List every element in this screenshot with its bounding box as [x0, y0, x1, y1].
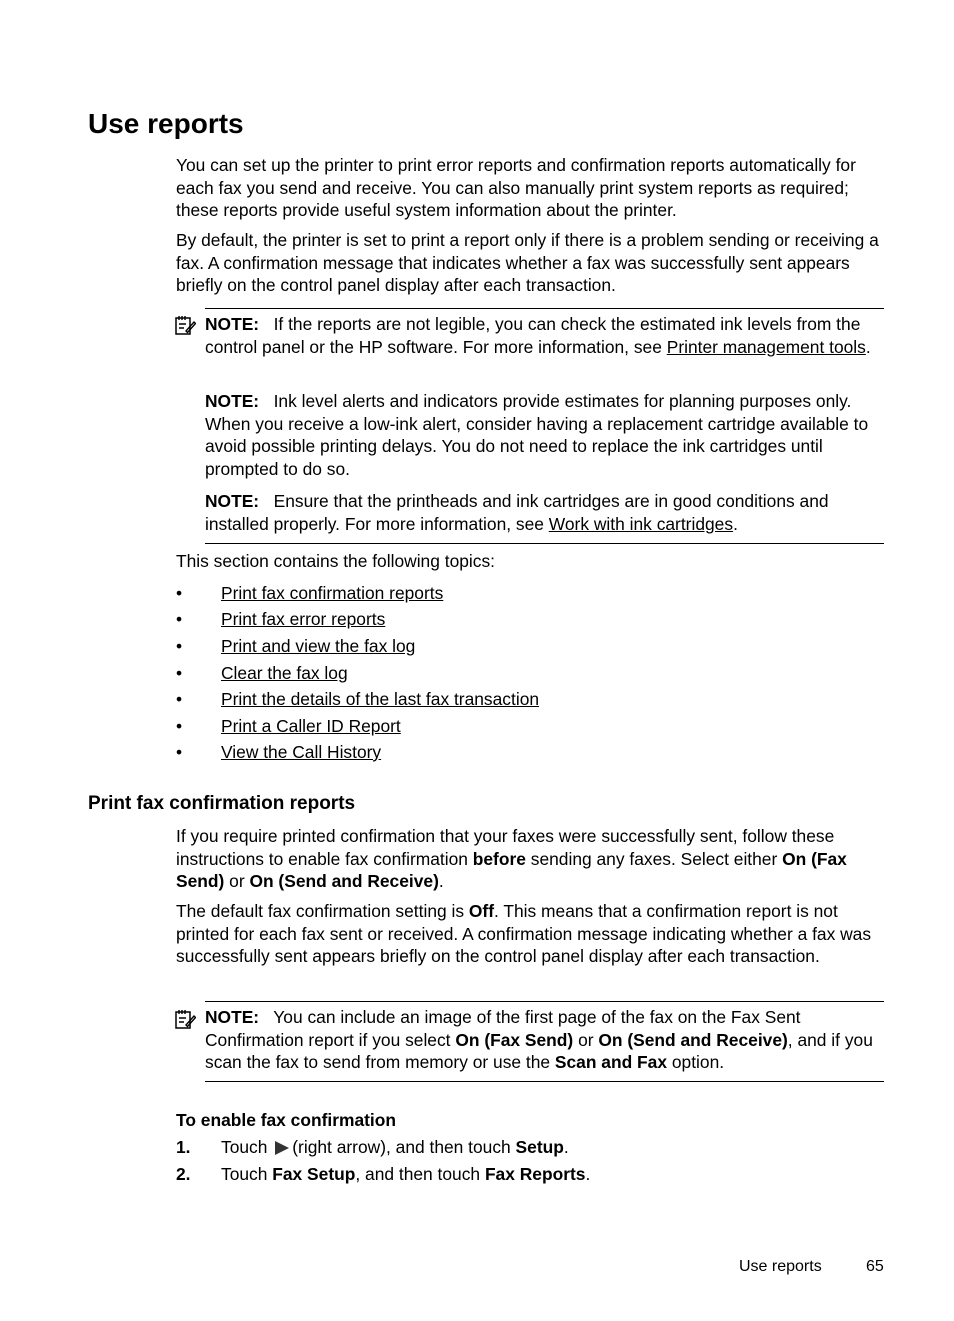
text-segment: Ink level alerts and indicators provide estimates for planning purposes only. When you receive a low-ink alert, consider having a replacement cartridge available to avoid possible printing delays. You do not need to replace the ink cartridges until prompted to do so. — [205, 391, 873, 479]
cross-reference-link[interactable]: Printer management tools — [666, 336, 866, 357]
step-text: Fax Reports — [484, 1164, 586, 1184]
text-segment: Ensure that the printheads and ink cartridges are in good conditions and installed properly. For more information, see — [205, 491, 834, 534]
intro-paragraph — [176, 229, 888, 297]
topic-link[interactable]: View the Call History — [221, 742, 382, 762]
bullet: • — [176, 663, 183, 683]
section-paragraph — [176, 900, 888, 968]
text-segment: or — [573, 1029, 599, 1050]
text-segment: . — [438, 871, 444, 891]
step-text: , and then touch — [355, 1164, 485, 1184]
text-segment: On (Fax Send) — [455, 1029, 574, 1050]
text-segment: , and if you scan the fax to send from memory or use the — [205, 1029, 878, 1072]
text-segment: If the reports are not legible, you can check the estimated ink levels from the control panel or the HP software. For more information, see — [205, 314, 866, 357]
text-segment: sending any faxes. Select either — [525, 848, 783, 869]
topic-link[interactable]: Print the details of the last fax transaction — [221, 689, 540, 709]
note — [205, 490, 887, 535]
text-segment: or — [224, 871, 250, 891]
note-icon — [174, 1008, 196, 1030]
note — [205, 1006, 887, 1074]
text-segment: NOTE: — [205, 314, 260, 334]
step-text: Touch — [221, 1137, 273, 1157]
divider — [205, 308, 884, 309]
topic-link[interactable]: Print fax error reports — [221, 609, 386, 629]
text-segment: . — [865, 336, 871, 357]
right-arrow-icon — [275, 1141, 289, 1155]
text-segment: On (Fax Send) — [176, 848, 852, 891]
divider — [205, 1001, 884, 1002]
text-segment: Scan and Fax — [554, 1052, 668, 1072]
page-title: Use reports — [88, 108, 244, 139]
step-text: (right arrow), and then touch — [292, 1137, 516, 1157]
bullet: • — [176, 742, 183, 762]
divider — [205, 1081, 884, 1082]
text-segment: NOTE: — [205, 1007, 260, 1027]
text-segment: By default, the printer is set to print a report only if there is a problem sending or receiving a fax. A confirmation message that indicates whether a fax was successfully sent appears briefly on the control panel display after each transaction. — [176, 230, 884, 295]
text-segment: . This means that a confirmation report is not printed for each fax sent or received. A confirmation message indicating whether a fax was successfully sent appears briefly on the control panel display after each transaction. — [176, 901, 876, 966]
step-text: . — [563, 1137, 569, 1157]
cross-reference-link[interactable]: Work with ink cartridges — [548, 513, 734, 534]
text-segment: Off — [468, 901, 495, 921]
note — [205, 390, 887, 480]
text-segment: You can include an image of the first page of the fax on the Fax Sent Confirmation report if you select — [205, 1007, 806, 1050]
section-paragraph — [176, 825, 888, 893]
step-text: Setup — [515, 1137, 564, 1157]
bullet: • — [176, 689, 183, 709]
text-segment: The default fax confirmation setting is — [176, 901, 469, 921]
topics-intro: This section contains the following topics: — [176, 551, 495, 571]
text-segment: before — [472, 848, 526, 869]
bullet: • — [176, 609, 183, 629]
text-segment: On (Send and Receive) — [249, 871, 439, 891]
procedure-title: To enable fax confirmation — [176, 1110, 396, 1130]
step-text: Fax Setup — [272, 1164, 356, 1184]
text-segment: option. — [667, 1052, 725, 1072]
step-number: 2. — [176, 1164, 191, 1184]
topic-link[interactable]: Print a Caller ID Report — [221, 716, 401, 736]
text-segment: You can set up the printer to print error reports and confirmation reports automatically for each fax you send and receive. You can also manually print system reports as required; these reports provide useful system information about the printer. — [176, 155, 861, 220]
note-icon — [174, 314, 196, 336]
step-number: 1. — [176, 1137, 191, 1157]
bullet: • — [176, 583, 183, 603]
topic-link[interactable]: Clear the fax log — [221, 663, 348, 683]
topic-link[interactable]: Print fax confirmation reports — [221, 583, 444, 603]
page-number: 65 — [866, 1258, 884, 1275]
bullet: • — [176, 716, 183, 736]
step-text: Touch — [221, 1164, 273, 1184]
divider — [205, 543, 884, 544]
text-segment: NOTE: — [205, 391, 260, 411]
bullet: • — [176, 636, 183, 656]
note — [205, 313, 887, 358]
text-segment: On (Send and Receive) — [598, 1029, 788, 1050]
text-segment: . — [733, 513, 738, 534]
text-segment: If you require printed confirmation that your faxes were successfully sent, follow these instructions to enable fax confirmation — [176, 826, 840, 869]
footer-section: Use reports — [739, 1258, 822, 1275]
section-heading: Print fax confirmation reports — [88, 793, 356, 814]
topic-link[interactable]: Print and view the fax log — [221, 636, 416, 656]
intro-paragraph — [176, 154, 888, 222]
text-segment: NOTE: — [205, 491, 260, 511]
step-text: . — [585, 1164, 591, 1184]
